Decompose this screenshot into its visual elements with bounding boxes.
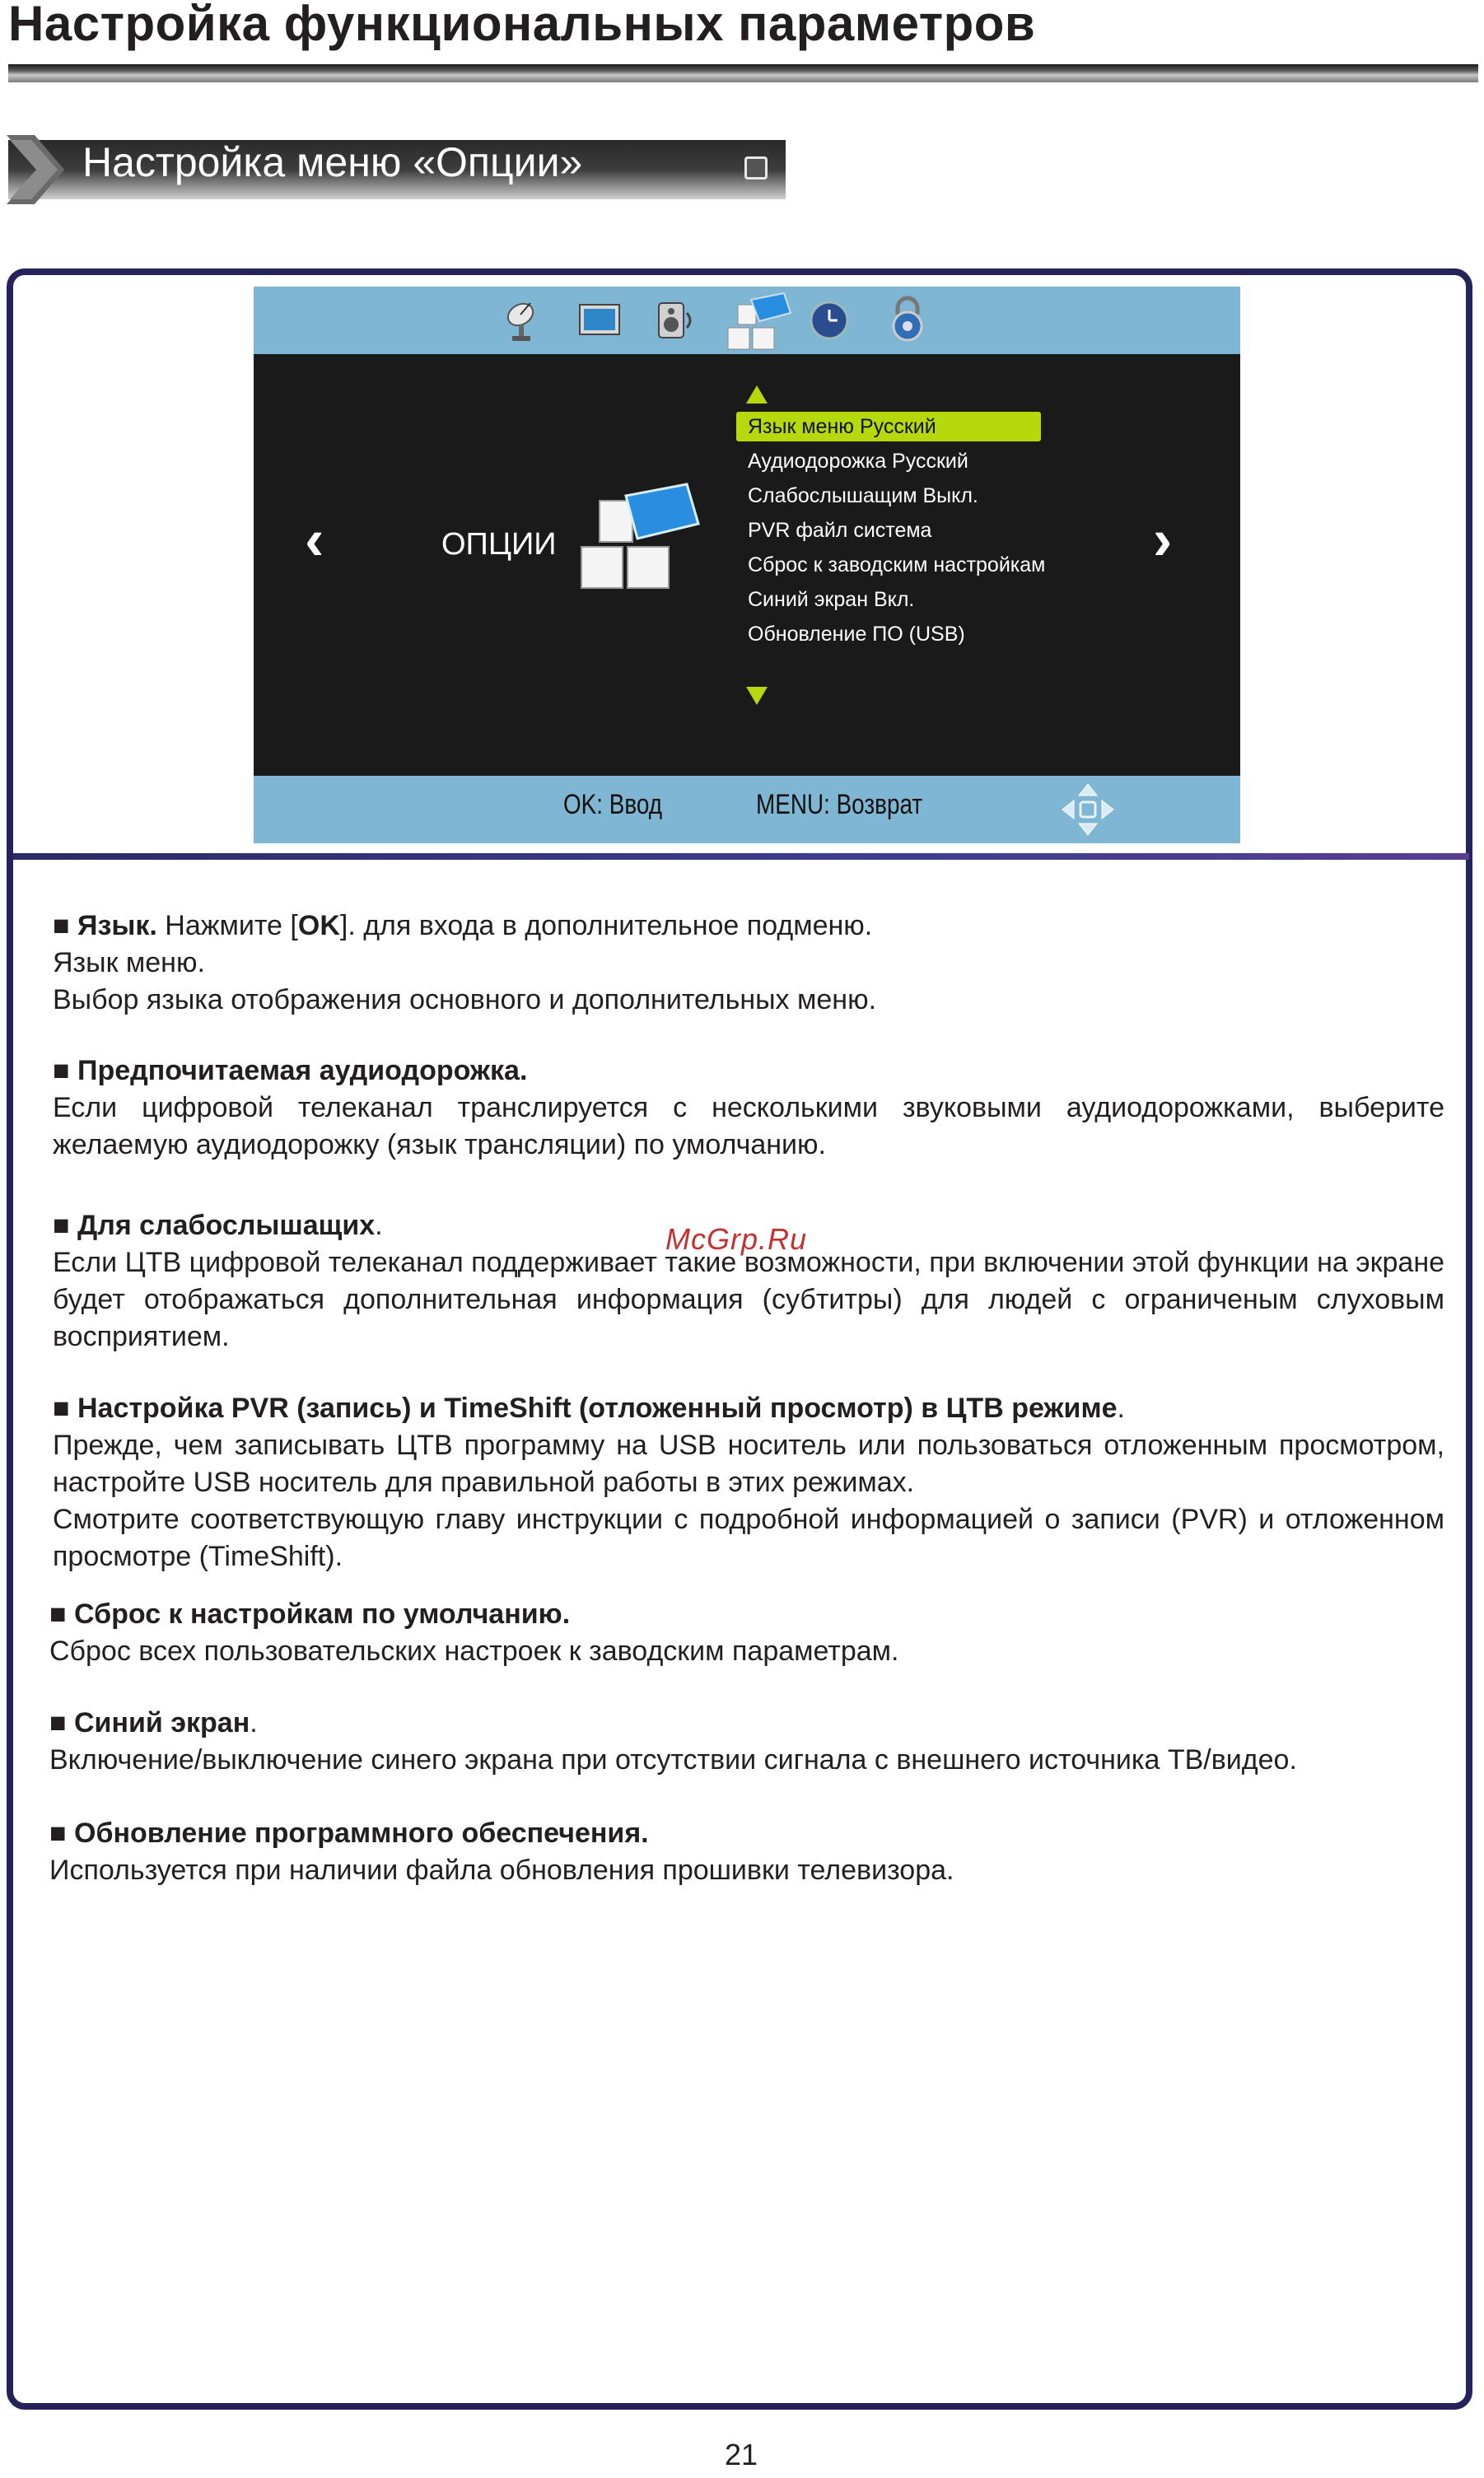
- menu-item-blue-screen[interactable]: Синий экран Вкл.: [748, 588, 915, 611]
- blue-screen-body: Включение/выключение синего экрана при отсутствии сигнала с внешнего источника ТВ/видео.: [49, 1744, 1297, 1776]
- bullet-icon: ■: [49, 1598, 67, 1630]
- language-heading: Язык.: [77, 910, 157, 941]
- audio-body: Если цифровой телеканал транслируется с несколькими звуковыми аудиодорожками, выберите желаемую аудиодорожку (язык трансляции) по умолчанию.: [53, 1092, 1444, 1160]
- satellite-icon[interactable]: [501, 296, 547, 343]
- scroll-up-icon[interactable]: [744, 384, 769, 405]
- pvr-body2: Смотрите соответствующую главу инструкции с подробной информацией о записи (PVR) и отложенном просмотре (TimeShift).: [53, 1504, 1444, 1572]
- menu-item-hearing[interactable]: Слабослышащим Выкл.: [748, 484, 978, 507]
- section-hearing: ■ Для слабослышащих. Если ЦТВ цифровой телеканал поддерживает такие возможности, при включении этой функции на экране будет отображаться дополнительная информация (субтитры) для людей с ограниченым слуховым восприятием.: [53, 1210, 1444, 1352]
- language-line2: Язык меню.: [53, 947, 205, 978]
- pvr-heading: Настройка PVR (запись) и TimeShift (отложенный просмотр) в ЦТВ режиме: [77, 1393, 1118, 1424]
- scroll-down-icon[interactable]: [744, 685, 769, 707]
- ok-hint: OK: Ввод: [563, 789, 663, 820]
- options-icon[interactable]: [726, 292, 792, 352]
- lock-icon[interactable]: [886, 295, 929, 343]
- language-line3: Выбор языка отображения основного и дополнительных меню.: [53, 984, 877, 1015]
- menu-item-audio[interactable]: Аудиодорожка Русский: [748, 450, 968, 473]
- page-number: 21: [725, 2438, 758, 2471]
- tv-top-bar: [254, 287, 1240, 354]
- language-intro-post: ]. для входа в дополнительное подменю.: [339, 910, 873, 941]
- page-title: Настройка функциональных параметров: [8, 0, 1036, 51]
- language-intro-pre: Нажмите [: [165, 910, 298, 941]
- section-blue-screen: ■ Синий экран. Включение/выключение синего экрана при отсутствии сигнала с внешнего источника ТВ/видео.: [49, 1707, 1297, 1776]
- picture-icon[interactable]: [578, 303, 621, 338]
- watermark: McGrp.Ru: [665, 1222, 808, 1256]
- section-title: Настройка меню «Опции»: [82, 139, 583, 185]
- section-audio: [53, 1052, 1444, 1164]
- menu-hint: MENU: Возврат: [756, 789, 923, 820]
- reset-heading: Сброс к настройкам по умолчанию.: [74, 1598, 571, 1630]
- banner-chevron-icon: [7, 135, 64, 204]
- hearing-body: Если ЦТВ цифровой телеканал поддерживает такие возможности, при включении этой функции на экране будет отображаться дополнительная информация (субтитры) для людей с ограниченым слуховым восприятием.: [53, 1247, 1444, 1352]
- bullet-icon: ■: [49, 1818, 67, 1849]
- menu-item-language[interactable]: Язык меню Русский: [736, 412, 1041, 441]
- sound-icon[interactable]: [654, 298, 698, 343]
- section-reset: [49, 1596, 1441, 1670]
- left-arrow-icon[interactable]: ‹: [305, 507, 324, 572]
- frame-divider: [13, 853, 1469, 860]
- bullet-icon: ■: [53, 1393, 70, 1424]
- audio-heading: Предпочитаемая аудиодорожка.: [77, 1055, 528, 1086]
- section-update: [49, 1815, 1441, 1889]
- bullet-icon: ■: [53, 1210, 70, 1241]
- menu-item-reset[interactable]: Сброс к заводским настройкам: [748, 553, 1046, 576]
- bullet-icon: ■: [53, 910, 70, 941]
- hearing-heading: Для слабослышащих: [77, 1210, 376, 1241]
- language-intro-key: OK: [297, 910, 340, 941]
- clock-icon[interactable]: [809, 300, 850, 341]
- title-rule: [8, 64, 1478, 82]
- update-body: Используется при наличии файла обновления прошивки телевизора.: [49, 1855, 954, 1886]
- tv-menu-screenshot: [254, 287, 1240, 843]
- right-arrow-icon[interactable]: ›: [1153, 507, 1173, 572]
- bullet-icon: ■: [53, 1055, 70, 1086]
- category-label: ОПЦИИ: [441, 527, 557, 562]
- options-large-icon: [578, 481, 702, 596]
- banner-square-icon: [744, 156, 768, 180]
- navigation-arrows-icon: [1061, 782, 1115, 837]
- update-heading: Обновление программного обеспечения.: [74, 1818, 649, 1849]
- bullet-icon: ■: [49, 1707, 67, 1738]
- reset-body: Сброс всех пользовательских настроек к заводским параметрам.: [49, 1636, 899, 1667]
- section-pvr: ■ Настройка PVR (запись) и TimeShift (отложенный просмотр) в ЦТВ режиме. Прежде, чем записывать ЦТВ программу на USB носитель или пользоваться отложенным просмотром, настройте USB носитель для правильной работы в этих режимах. Смотрите соответствующую главу инструкции с подробной информацией о записи (PVR) и отложенном просмотре (TimeShift).: [53, 1393, 1444, 1572]
- pvr-body1: Прежде, чем записывать ЦТВ программу на USB носитель или пользоваться отложенным просмотром, настройте USB носитель для правильной работы в этих режимах.: [53, 1430, 1444, 1498]
- menu-item-update[interactable]: Обновление ПО (USB): [748, 623, 965, 646]
- blue-screen-heading: Синий экран: [74, 1707, 250, 1738]
- section-language: [53, 908, 1444, 1019]
- menu-item-pvr[interactable]: PVR файл система: [748, 519, 932, 542]
